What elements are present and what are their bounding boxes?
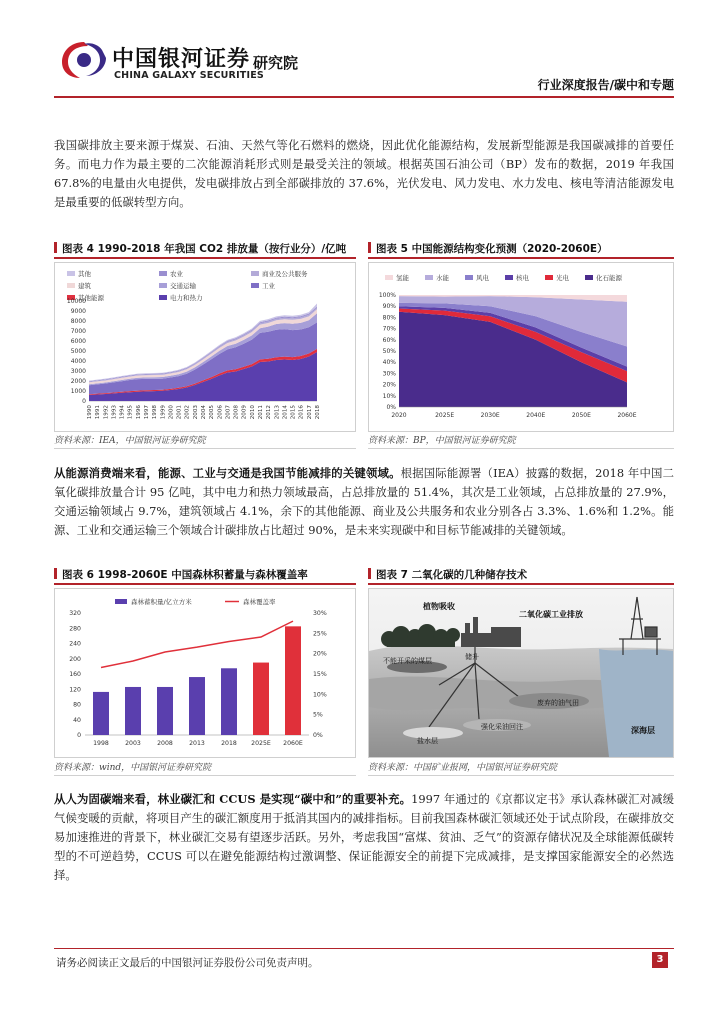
x-tick-label: 2050E: [571, 412, 591, 419]
bar-2013: [189, 677, 205, 735]
paragraph-3-body: 1997 年通过的《京都议定书》承认森林碳汇对减缓气候变暖的贡献，将项目产生的碳汇额度用于抵消其国内的减排指标。目前我国森林碳汇领域还处于试点阶段，在碳排放交易加速推进的背景下，林业碳汇交易有望逐步活跃。另外，考虑我国“富煤、贫油、乏气”的资源存储状况及全球能源低碳转型的不可逆趋势，CCUS 可以在避免能源结构过激调整、保证能源安全的前提下完成减排，是支撑国家能源安全的必然选择。: [54, 792, 674, 882]
x-tick-label: 2008: [233, 405, 240, 420]
y-right-tick-label: 0%: [313, 732, 323, 739]
x-tick-label: 1994: [119, 405, 126, 420]
legend-label: 农业: [170, 270, 183, 278]
paragraph-3-lead: 从人为固碳端来看，林业碳汇和 CCUS 是实现“碳中和”的重要补充。: [54, 792, 412, 806]
y-tick-label: 90%: [382, 303, 396, 311]
y-left-tick-label: 120: [69, 686, 81, 694]
figure-7-title: [368, 566, 674, 585]
y-left-tick-label: 280: [69, 625, 81, 633]
x-tick-label: 2013: [274, 405, 281, 420]
x-tick-label: 2002: [184, 405, 191, 420]
title-marker: [368, 242, 371, 253]
legend-label: 工业: [262, 282, 275, 290]
x-tick-label: 2008: [157, 740, 173, 747]
legend-label: 氢能: [396, 274, 409, 282]
y-tick-label: 8000: [70, 318, 86, 325]
label-saline: 盐水层: [417, 737, 438, 745]
figure-5-box: [368, 262, 674, 432]
title-marker: [368, 568, 371, 579]
paragraph-3: [54, 790, 674, 885]
x-tick-label: 2025E: [435, 412, 455, 419]
x-tick-label: 1999: [160, 405, 167, 420]
y-tick-label: 3000: [70, 368, 86, 375]
legend-swatch: [67, 283, 75, 288]
brand-name-en: CHINA GALAXY SECURITIES: [114, 70, 264, 81]
x-tick-label: 1990: [87, 405, 93, 420]
label-gas-field: 废弃的油气田: [537, 699, 579, 707]
y-tick-label: 6000: [70, 338, 86, 345]
legend-swatch: [159, 295, 167, 300]
legend-label: 化石能源: [596, 274, 622, 282]
y-tick-label: 9000: [70, 308, 86, 315]
label-deep-sea: 深海层: [631, 726, 655, 735]
figure-7-source: 资料来源：中国矿业报网，中国银河证券研究院: [368, 760, 674, 776]
brand-name-cn: 中国银河证券: [112, 47, 251, 72]
figure-5-title-text: 图表 5 中国能源结构变化预测（2020-2060E）: [376, 243, 608, 255]
label-eor: 强化采油回注: [481, 723, 523, 731]
line-series-forest-coverage: [101, 621, 293, 667]
y-tick-label: 60%: [382, 336, 396, 344]
y-tick-label: 1000: [70, 388, 86, 395]
legend-label-bar: 森林蓄积量/亿立方米: [131, 598, 192, 606]
x-tick-label: 2006: [217, 405, 224, 420]
y-tick-label: 0: [82, 398, 86, 405]
label-industry: 二氧化碳工业排放: [519, 610, 583, 619]
label-pipeline: 储升: [465, 653, 479, 661]
x-tick-label: 2016: [298, 405, 305, 420]
legend-label: 核电: [516, 274, 529, 282]
y-tick-label: 10%: [382, 392, 396, 400]
y-right-tick-label: 10%: [313, 691, 327, 699]
legend-label: 风电: [476, 274, 489, 282]
header-divider: [54, 96, 674, 98]
x-tick-label: 2060E: [617, 412, 637, 419]
legend-swatch: [585, 275, 593, 280]
y-tick-label: 30%: [382, 370, 396, 378]
bar-2018: [221, 668, 237, 735]
y-tick-label: 4000: [70, 358, 86, 365]
legend-label: 交通运输: [170, 282, 196, 290]
y-tick-label: 7000: [70, 328, 86, 335]
paragraph-2-body: 根据国际能源署（IEA）披露的数据，2018 年中国二氧化碳排放量合计 95 亿吨，其中电力和热力领域最高，占总排放量的 51.4%，其次是工业领域，占总排放量的 27.9%，交通运输领域占 9.7%，建筑领域占 4.1%，余下的其他能源、商业及公共服务和农业分别各占 3.3%、1.6%和 1.2%。能源、工业和交通运输三个领域合计碳排放占比超过 90%，是未来实现碳中和目标节能减排的关键领域。: [54, 466, 674, 537]
figure-6-title: [54, 566, 356, 585]
legend-swatch: [251, 271, 259, 276]
sea-area: [599, 649, 673, 757]
legend-label: 电力和热力: [170, 294, 203, 302]
x-tick-label: 2012: [266, 405, 273, 420]
label-plant: 植物吸收: [423, 602, 455, 611]
legend-swatch: [505, 275, 513, 280]
bar-2060E: [285, 626, 301, 735]
legend-swatch: [67, 271, 75, 276]
y-tick-label: 0%: [386, 404, 396, 411]
x-tick-label: 2011: [258, 405, 264, 420]
y-right-tick-label: 20%: [313, 650, 327, 658]
y-left-tick-label: 200: [69, 655, 81, 663]
x-tick-label: 2004: [201, 405, 207, 420]
y-left-tick-label: 160: [69, 671, 81, 678]
figure-5-title: [368, 240, 674, 259]
x-tick-label: 2015: [290, 405, 297, 420]
legend-label: 其他能源: [78, 294, 104, 302]
y-tick-label: 50%: [382, 348, 396, 355]
legend-swatch-bar: [115, 599, 127, 604]
bar-1998: [93, 692, 109, 735]
energy-structure-chart: [369, 263, 673, 431]
x-tick-label: 2013: [189, 740, 205, 747]
figure-6-source: 资料来源：wind，中国银河证券研究院: [54, 760, 356, 776]
y-tick-label: 10000: [66, 298, 86, 305]
figure-5-source: 资料来源：BP，中国银河证券研究院: [368, 433, 674, 449]
y-right-tick-label: 5%: [313, 711, 323, 719]
legend-swatch: [425, 275, 433, 280]
y-left-tick-label: 80: [73, 701, 81, 709]
co2-storage-diagram: [369, 589, 673, 757]
y-tick-label: 80%: [382, 314, 396, 322]
x-tick-label: 1998: [152, 405, 159, 420]
y-tick-label: 70%: [382, 325, 396, 333]
x-tick-label: 1998: [93, 740, 109, 747]
paragraph-2-lead: 从能源消费端来看，能源、工业与交通是我国节能减排的关键领域。: [54, 466, 401, 480]
paragraph-2: [54, 464, 674, 540]
x-tick-label: 2018: [315, 405, 321, 420]
y-tick-label: 40%: [382, 359, 396, 367]
legend-swatch: [159, 283, 167, 288]
footer-disclaimer: 请务必阅读正文最后的中国银河证券股份公司免责声明。: [56, 957, 319, 969]
legend-swatch: [545, 275, 553, 280]
bar-2003: [125, 687, 141, 735]
title-marker: [54, 242, 57, 253]
report-type: 行业深度报告/碳中和专题: [537, 78, 674, 92]
x-tick-label: 2007: [225, 405, 232, 420]
page-number: 3: [652, 952, 668, 968]
x-tick-label: 2005: [209, 405, 216, 420]
brand-institute: 研究院: [253, 54, 299, 72]
y-right-tick-label: 15%: [313, 671, 327, 678]
legend-label: 光电: [556, 274, 569, 282]
figure-6-title-text: 图表 6 1998-2060E 中国森林积蓄量与森林覆盖率: [62, 569, 308, 581]
x-tick-label: 2018: [221, 740, 237, 747]
y-right-tick-label: 30%: [313, 610, 327, 617]
legend-label-line: 森林覆盖率: [243, 598, 276, 606]
x-tick-label: 2010: [249, 405, 256, 420]
y-tick-label: 5000: [70, 348, 86, 355]
y-left-tick-label: 0: [77, 732, 81, 739]
legend-swatch: [465, 275, 473, 280]
x-tick-label: 2009: [241, 405, 248, 420]
figure-4-source: 资料来源：IEA，中国银河证券研究院: [54, 433, 356, 449]
y-tick-label: 100%: [378, 292, 396, 299]
y-left-tick-label: 40: [73, 716, 81, 724]
x-tick-label: 2003: [125, 740, 141, 747]
y-left-tick-label: 240: [69, 640, 81, 648]
y-right-tick-label: 25%: [313, 630, 327, 638]
legend-label: 其他: [78, 270, 91, 278]
figure-7-box: [368, 588, 674, 758]
bar-2008: [157, 687, 173, 735]
x-tick-label: 2000: [168, 405, 175, 420]
y-left-tick-label: 320: [69, 610, 81, 617]
title-marker: [54, 568, 57, 579]
figure-4-box: [54, 262, 356, 432]
x-tick-label: 2030E: [480, 412, 500, 419]
figure-4-title-text: 图表 4 1990-2018 年我国 CO2 排放量（按行业分）/亿吨: [62, 243, 347, 255]
x-tick-label: 1996: [135, 405, 142, 420]
legend-label: 商业及公共服务: [262, 270, 308, 278]
x-tick-label: 2025E: [251, 740, 271, 747]
x-tick-label: 1992: [103, 405, 110, 420]
galaxy-logo-icon: [58, 38, 110, 82]
x-tick-label: 1997: [144, 405, 150, 420]
legend-swatch: [251, 283, 259, 288]
x-tick-label: 2017: [306, 405, 313, 420]
x-tick-label: 1993: [111, 405, 118, 420]
bar-2025E: [253, 663, 269, 735]
x-tick-label: 2014: [282, 405, 289, 420]
forest-chart: [55, 589, 355, 757]
footer-divider: [54, 948, 674, 949]
figure-7-title-text: 图表 7 二氧化碳的几种储存技术: [376, 569, 528, 581]
y-tick-label: 20%: [382, 381, 396, 389]
x-tick-label: 1991: [95, 405, 102, 420]
label-coal-seam: 不能开采的煤层: [383, 657, 432, 665]
figure-6-box: [54, 588, 356, 758]
y-tick-label: 2000: [70, 378, 86, 385]
x-tick-label: 1995: [127, 405, 134, 420]
legend-swatch: [159, 271, 167, 276]
x-tick-label: 2040E: [526, 412, 546, 419]
legend-label: 建筑: [78, 282, 91, 290]
x-tick-label: 2060E: [283, 740, 303, 747]
co2-emission-chart: [55, 263, 355, 431]
legend-swatch: [385, 275, 393, 280]
x-tick-label: 2001: [176, 405, 183, 420]
legend-label: 水能: [436, 274, 449, 282]
figure-4-title: [54, 240, 356, 259]
paragraph-1: 我国碳排放主要来源于煤炭、石油、天然气等化石燃料的燃烧，因此优化能源结构，发展新型能源是我国碳减排的首要任务。而电力作为最主要的二次能源消耗形式则是最受关注的领域。根据英国石油公司（BP）发布的数据，2019 年我国 67.8%的电量由火电提供，发电碳排放占到全部碳排放的 37.6%，光伏发电、风力发电、水力发电、核电等清洁能源发电是最重要的低碳转型方向。: [54, 138, 674, 209]
x-tick-label: 2020: [391, 412, 407, 419]
x-tick-label: 2003: [192, 405, 199, 420]
